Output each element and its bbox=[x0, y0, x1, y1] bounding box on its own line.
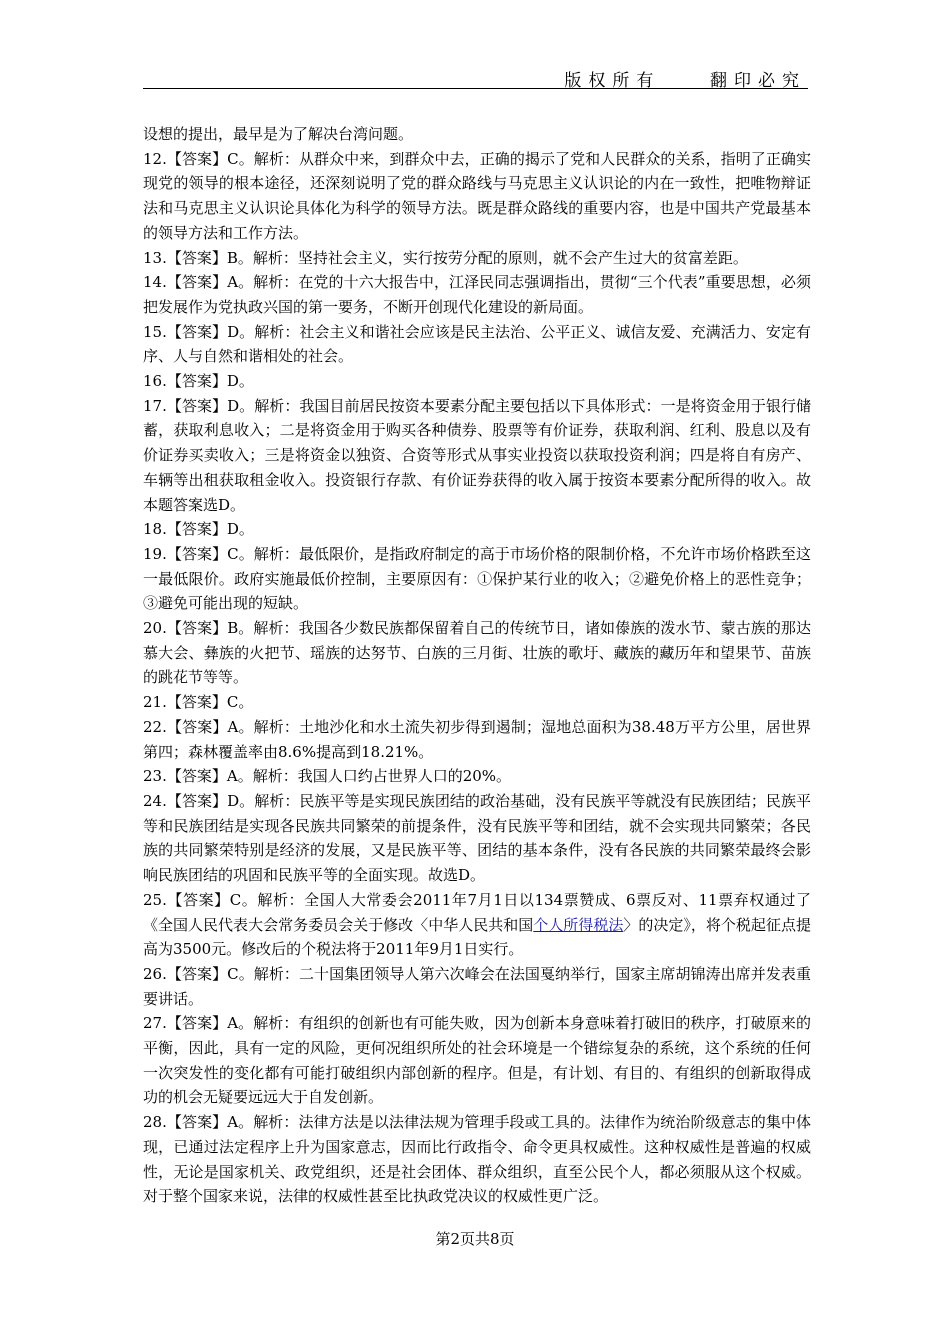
answer-25-text-after: 〉的决定》，将个税起征点提高为3500元。修改后的个税法将于2011年9月1日实行。 bbox=[143, 915, 811, 959]
copyright-notice: 版权所有 翻印必究 bbox=[564, 71, 806, 91]
answer-18: 18.【答案】D。 bbox=[143, 520, 254, 539]
answer-24: 24.【答案】D。解析：民族平等是实现民族团结的政治基础，没有民族平等就没有民族团结；民族平等和民族团结是实现各民族共同繁荣的前提条件，没有民族平等和团结，就不会实现共同繁荣；各民族的共同繁荣特别是经济的发展，又是民族平等、团结的基本条件，没有各民族的共同繁荣最终会影响民族团结的巩固和民族平等的全面实现。故选D。 bbox=[143, 791, 811, 885]
paragraph-continuation: 设想的提出，最早是为了解决台湾问题。 bbox=[143, 125, 414, 143]
answer-27: 27.【答案】A。解析：有组织的创新也有可能失败，因为创新本身意味着打破旧的秩序，打破原来的平衡，因此，具有一定的风险，更何况组织所处的社会环境是一个错综复杂的系统，这个系统的任何一次突发性的变化都有可能打破组织内部创新的程序。但是，有计划、有目的、有组织的创新取得成功的机会无疑要远远大于自发创新。 bbox=[143, 1014, 811, 1107]
answer-19: 19.【答案】C。解析：最低限价，是指政府制定的高于市场价格的限制价格，不允许市场价格跌至这一最低限价。政府实施最低价控制，主要原因有：①保护某行业的收入；②避免价格上的恶性竞争；③避免可能出现的短缺。 bbox=[143, 544, 811, 613]
page-number: 第2页共8页 bbox=[435, 1230, 515, 1248]
answer-15: 15.【答案】D。解析：社会主义和谐社会应该是民主法治、公平正义、诚信友爱、充满活力、安定有序、人与自然和谐相处的社会。 bbox=[143, 322, 811, 366]
answer-26: 26.【答案】C。解析：二十国集团领导人第六次峰会在法国戛纳举行，国家主席胡锦涛出席并发表重要讲话。 bbox=[143, 964, 811, 1008]
answer-12: 12.【答案】C。解析：从群众中来，到群众中去，正确的揭示了党和人民群众的关系，指明了正确实现党的领导的根本途径，还深刻说明了党的群众路线与马克思主义认识论的内在一致性，把唯物辩证法和马克思主义认识论具体化为科学的领导方法。既是群众路线的重要内容，也是中国共产党最基本的领导方法和工作方法。 bbox=[143, 149, 811, 242]
answer-16: 16.【答案】D。 bbox=[143, 372, 254, 391]
page-footer bbox=[0, 1228, 950, 1249]
answer-14: 14.【答案】A。解析：在党的十六大报告中，江泽民同志强调指出，贯彻“三个代表”重要思想，必须把发展作为党执政兴国的第一要务，不断开创现代化建设的新局面。 bbox=[143, 273, 811, 316]
document-body bbox=[143, 122, 811, 1209]
answer-23: 23.【答案】A。解析：我国人口约占世界人口的20%。 bbox=[143, 767, 512, 786]
answer-22: 22.【答案】A。解析：土地沙化和水土流失初步得到遏制；湿地总面积为38.48万平方公里，居世界第四；森林覆盖率由8.6%提高到18.21%。 bbox=[143, 717, 811, 761]
tax-law-link[interactable]: 个人所得税法 bbox=[533, 915, 624, 934]
answer-20: 20.【答案】B。解析：我国各少数民族都保留着自己的传统节日，诸如傣族的泼水节、蒙古族的那达慕大会、彝族的火把节、瑶族的达努节、白族的三月街、壮族的歌圩、藏族的藏历年和望果节、苗族的跳花节等等。 bbox=[143, 619, 811, 687]
answer-21: 21.【答案】C。 bbox=[143, 693, 254, 712]
answer-17: 17.【答案】D。解析：我国目前居民按资本要素分配主要包括以下具体形式：一是将资金用于银行储蓄，获取利息收入；二是将资金用于购买各种债券、股票等有价证券，获取利润、红利、股息以及有价证券买卖收入；三是将资金以独资、合资等形式从事实业投资以获取投资利润；四是将自有房产、车辆等出租获取租金收入。投资银行存款、有价证券获得的收入属于按资本要素分配所得的收入。故本题答案选D。 bbox=[143, 396, 811, 514]
answer-13: 13.【答案】B。解析：坚持社会主义，实行按劳分配的原则，就不会产生过大的贫富差距。 bbox=[143, 248, 748, 267]
answer-25 bbox=[143, 888, 811, 962]
answer-25-text-before: 25.【答案】C。解析：全国人大常委会2011年7月1日以134票赞成、6票反对、11票弃权通过了《全国人民代表大会常务委员会关于修改〈中华人民共和国 bbox=[143, 890, 811, 934]
page-header bbox=[143, 66, 808, 89]
answer-28: 28.【答案】A。解析：法律方法是以法律法规为管理手段或工具的。法律作为统治阶级意志的集中体现，已通过法定程序上升为国家意志，因而比行政指令、命令更具权威性。这种权威性是普遍的权威性，无论是国家机关、政党组织，还是社会团体、群众组织，直至公民个人，都必须服从这个权威。对于整个国家来说，法律的权威性甚至比执政党决议的权威性更广泛。 bbox=[143, 1113, 811, 1206]
